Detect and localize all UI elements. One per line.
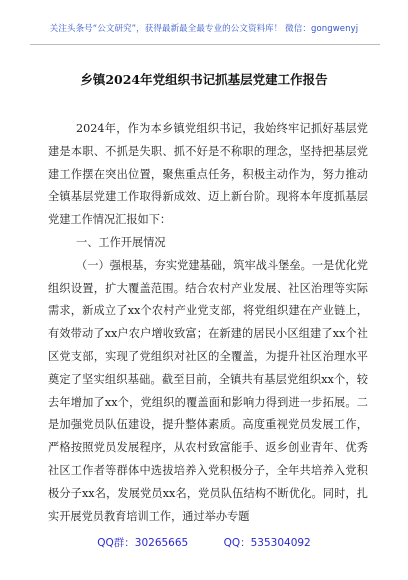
footer-contact — [0, 535, 408, 550]
footer-qq-number: QQ：535304092 — [223, 537, 311, 549]
paragraph-section-1: （一）强根基，夯实党建基础，筑牢战斗堡垒。一是优化党组织设置，扩大覆盖范围。结合农村产业发展、社区治理等实际需求，新成立了xx个农村产业党支部，将党组织建在产业链上，有效带动了xx户农户增收致富；在新建的居民小区组建了xx个社区党支部，实现了党组织对社区的全覆盖，为提升社区治理水平奠定了坚实组织基础。截至目前，全镇共有基层党组织xx个，较去年增加了xx个，党组织的覆盖面和影响力得到进一步拓展。二是加强党员队伍建设，提升整体素质。高度重视党员发展工作，严格按照党员发展程序，从农村致富能手、返乡创业青年、优秀社区工作者等群体中选拔培养入党积极分子，全年共培养入党积极分子xx名，发展党员xx名，党员队伍结构不断优化。同时，扎实开展党员教育培训工作，通过举办专题 — [48, 258, 368, 523]
header-notice: 关注头条号“公文研究”，获得最新最全最专业的公文资料库！ 微信：gongwenyj — [49, 24, 359, 34]
header-divider — [30, 44, 380, 45]
document-body — [48, 118, 368, 528]
document-title: 乡镇2024年党组织书记抓基层党建工作报告 — [80, 72, 328, 87]
footer-qq-group: QQ群：30265665 — [97, 537, 189, 549]
paragraph-intro: 2024年，作为本乡镇党组织书记，我始终牢记抓好基层党建是本职、不抓是失职、抓不好是不称职的理念，坚持把基层党建工作摆在突出位置，聚焦重点任务，积极主动作为，努力推动全镇基层党建工作取得新成效、迈上新台阶。现将本年度抓基层党建工作情况汇报如下： — [48, 122, 368, 227]
section-heading: 一、工作开展情况 — [76, 235, 166, 249]
